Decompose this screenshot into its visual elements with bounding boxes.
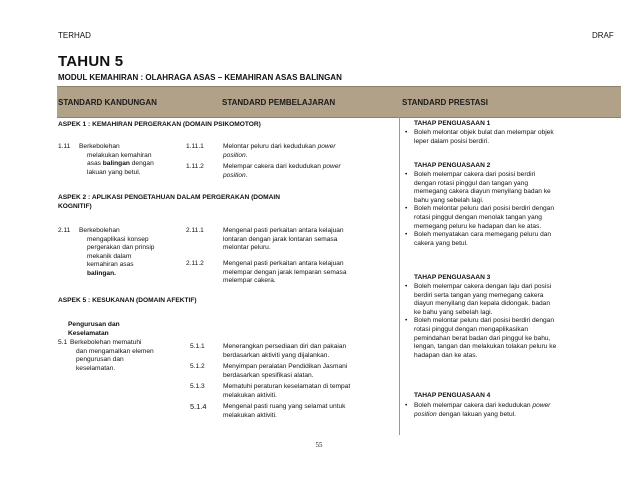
sk-code-2-11: 2.11 [58, 227, 71, 234]
sp-code-1-11-1: 1.11.1 [186, 143, 204, 150]
sp-code-5-1-3: 5.1.3 [190, 383, 205, 390]
sp-5-1-2-text: Menyimpan peralatan Pendidikan Jasmani berdasarkan spesifikasi alatan. [223, 363, 348, 379]
sp-code-1-11-2: 1.11.2 [186, 163, 204, 170]
tp2-title: TAHAP PENGUASAAN 2 [414, 162, 491, 169]
header-standard-prestasi: STANDARD PRESTASI [402, 98, 488, 107]
sp-5-1-1-text: Menerangkan persediaan diri dan pakaian berdasarkan aktiviti yang dijalankan. [223, 343, 347, 359]
tp2-items: • Boleh melempar cakera dari posisi berdiri dengan rotasi pinggul dan tangan yang memegang cakera diayun menyilang badan ke bahu yang sebelah lagi. • Boleh melontar peluru dari posisi berdiri dengan rotasi pinggul dengan menolak tangan yang memegang peluru ke hadapan dan ke atas. • Boleh menyatakan cara memegang peluru dan cakera yang betul. [405, 171, 555, 247]
pengurusan-heading: Pengurusan dan Keselamatan [68, 321, 120, 337]
tp1-item: • Boleh melontar objek bulat dan melempar objek leper dalam posisi berdiri. [405, 129, 554, 145]
sk-5-1-text: Berkebolehan mematuhi dan mengamalkan elemen pengurusan dan keselamatan. [70, 339, 154, 372]
sp-code-2-11-2: 2.11.2 [186, 260, 204, 267]
tp4-item: • Boleh melempar cakera dari kedudukan power position dengan lakuan yang betul. [405, 402, 551, 418]
sp-code-5-1-2: 5.1.2 [190, 363, 205, 370]
sk-code-1-11: 1.11 [58, 143, 71, 150]
draft-label: DRAF [592, 31, 614, 40]
tp3-title: TAHAP PENGUASAAN 3 [414, 274, 491, 281]
tp3-items: • Boleh melempar cakera dengan laju dari posisi berdiri serta tangan yang memegang cakera diayun menyilang dan kepala didongak. badan ke bahu yang sebelah lagi. • Boleh melontar peluru dari posisi berdiri dengan rotasi pinggul dengan mengaplikasikan pemindahan berat badan dari pinggul ke bahu, lengan, tangan dan melakukan tolakan peluru ke hadapan dan ke atas. [405, 283, 557, 359]
tp1-title: TAHAP PENGUASAAN 1 [414, 120, 491, 127]
sp-5-1-4-text: Mengenal pasti ruang yang selamat untuk melakukan aktiviti. [223, 403, 346, 419]
column-divider [399, 117, 400, 435]
sk-code-5-1: 5.1 [58, 339, 68, 346]
sk-2-11-text: Berkebolehan mengaplikasi konsep pergerakan dan prinsip mekanik dalam kemahiran asas balingan. [79, 227, 155, 277]
sp-1-11-2-text: Melempar cakera dari kedudukan power position. [223, 163, 341, 179]
page-title: TAHUN 5 [58, 53, 124, 70]
table-header [57, 86, 621, 118]
page-number: 55 [315, 441, 323, 449]
restricted-label: TERHAD [58, 31, 91, 40]
sp-2-11-1-text: Mengenal pasti perkaitan antara kelajuan lontaran dengan jarak lontaran semasa melontar peluru. [223, 227, 344, 252]
aspek-5-title: ASPEK 5 : KESUKANAN (DOMAIN AFEKTIF) [58, 297, 197, 304]
aspek-1-title: ASPEK 1 : KEMAHIRAN PERGERAKAN (DOMAIN PSIKOMOTOR) [58, 121, 261, 128]
sp-code-5-1-1: 5.1.1 [190, 343, 205, 350]
module-subtitle: MODUL KEMAHIRAN : OLAHRAGA ASAS – KEMAHIRAN ASAS BALINGAN [58, 73, 342, 82]
sp-code-5-1-4: 5.1.4 [190, 402, 207, 411]
sp-5-1-3-text: Mematuhi peraturan keselamatan di tempat melakukan aktiviti. [223, 383, 351, 399]
tp4-title: TAHAP PENGUASAAN 4 [414, 392, 491, 399]
sp-code-2-11-1: 2.11.1 [186, 227, 204, 234]
aspek-2-title: ASPEK 2 : APLIKASI PENGETAHUAN DALAM PERGERAKAN (DOMAIN KOGNITIF) [58, 194, 280, 210]
header-standard-kandungan: STANDARD KANDUNGAN [58, 98, 157, 107]
header-standard-pembelajaran: STANDARD PEMBELAJARAN [222, 98, 336, 107]
sp-1-11-1-text: Melontar peluru dari kedudukan power position. [223, 143, 336, 159]
sk-1-11-text: Berkebolehan melakukan kemahiran asas balingan dengan lakuan yang betul. [79, 143, 154, 176]
sp-2-11-2-text: Mengenal pasti perkaitan antara kelajuan melempar dengan jarak lemparan semasa melempar cakera. [223, 260, 347, 285]
